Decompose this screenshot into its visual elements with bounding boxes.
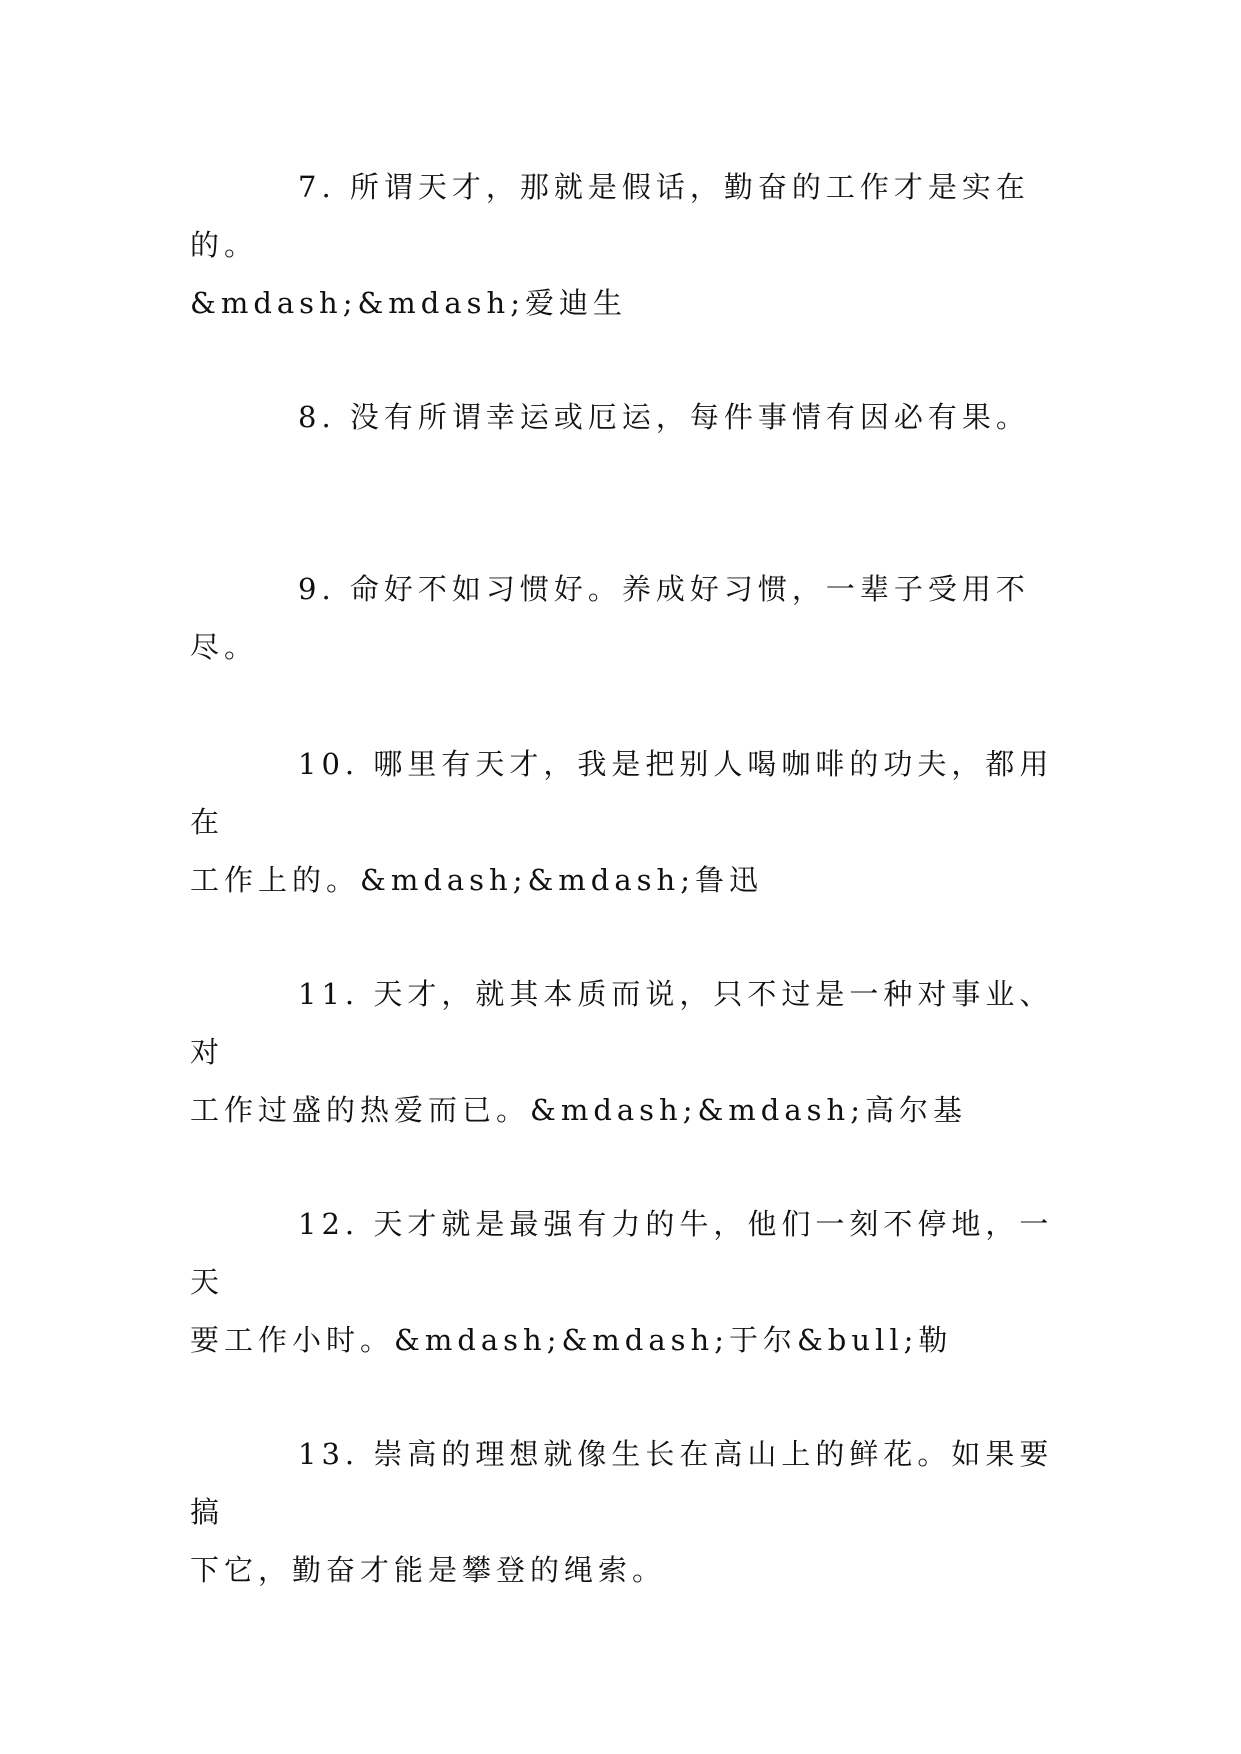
- quote-paragraph-12: [190, 1195, 1070, 1369]
- quote-11-line-2: 工作过盛的热爱而已。&mdash;&mdash;高尔基: [190, 1093, 967, 1127]
- quote-10-line-2: 工作上的。&mdash;&mdash;鲁迅: [190, 863, 763, 897]
- quote-8-line-1: 8. 没有所谓幸运或厄运，每件事情有因必有果。: [298, 400, 1030, 434]
- quote-paragraph-11: [190, 965, 1070, 1139]
- quote-paragraph-13: [190, 1425, 1070, 1599]
- quote-10-line-1: 10. 哪里有天才，我是把别人喝咖啡的功夫，都用在: [190, 747, 1054, 839]
- quote-paragraph-10: [190, 735, 1070, 909]
- quote-7-line-1: 7. 所谓天才，那就是假话，勤奋的工作才是实在的。: [190, 170, 1030, 262]
- quote-7-line-2: &mdash;&mdash;爱迪生: [190, 286, 627, 320]
- quote-12-line-1: 12. 天才就是最强有力的牛，他们一刻不停地，一天: [190, 1207, 1054, 1299]
- quote-11-line-1: 11. 天才，就其本质而说，只不过是一种对事业、对: [190, 977, 1054, 1069]
- quote-paragraph-8: [190, 388, 1070, 446]
- quote-13-line-2: 下它，勤奋才能是攀登的绳索。: [190, 1553, 667, 1587]
- quote-13-line-1: 13. 崇高的理想就像生长在高山上的鲜花。如果要搞: [190, 1437, 1054, 1529]
- quote-paragraph-9: [190, 560, 1070, 676]
- quote-9-line-1: 9. 命好不如习惯好。养成好习惯，一辈子受用不尽。: [190, 572, 1030, 664]
- quote-paragraph-7: [190, 158, 1070, 332]
- quote-12-line-2: 要工作小时。&mdash;&mdash;于尔&bull;勒: [190, 1323, 953, 1357]
